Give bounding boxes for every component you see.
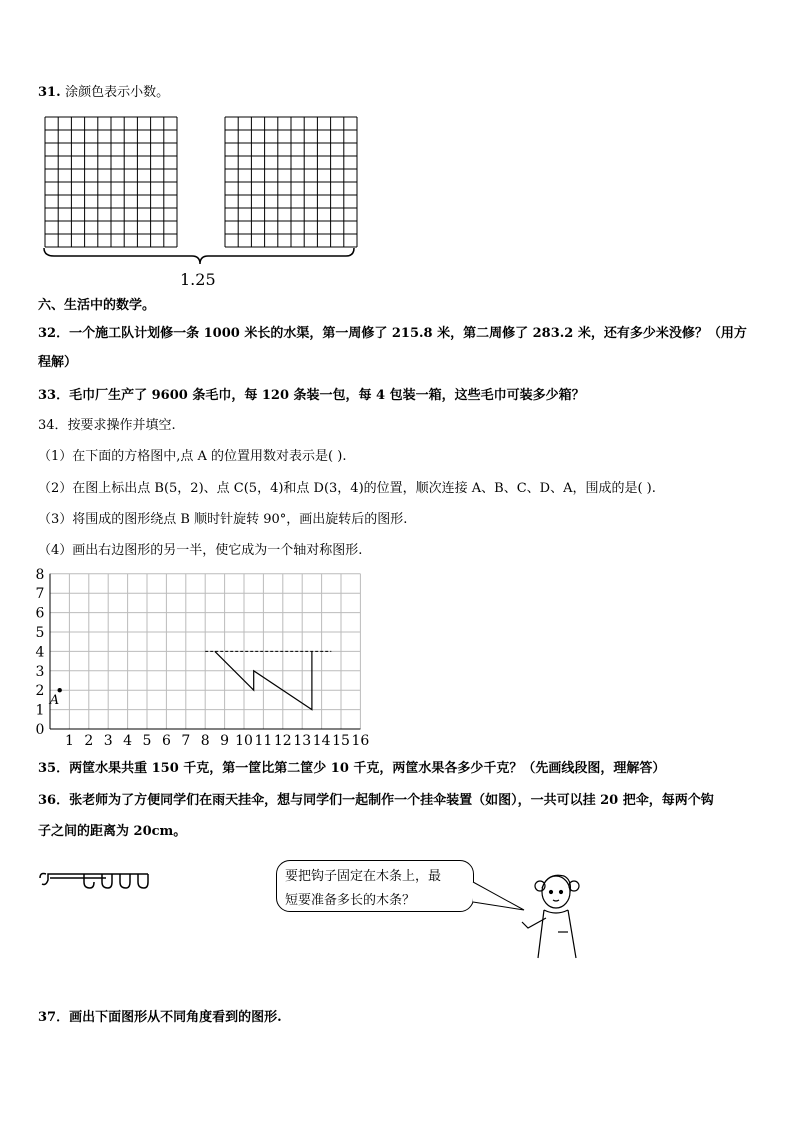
x-tick-label: 15 [332,733,350,748]
y-tick-label: 7 [35,586,45,603]
q32-line1: 32．一个施工队计划修一条 1000 米长的水渠，第一周修了 215.8 米，第二周修了 283.2 米，还有多少米没修？（用方 [38,326,747,341]
y-tick-label: 3 [35,663,45,680]
section6-heading: 六、生活中的数学。 [38,298,156,313]
speech-line-1: 要把钩子固定在木条上，最 [285,869,442,884]
q34-item-2: （2）在图上标出点 B(5，2)、点 C(5，4)和点 D(3，4)的位置，顺次连接 A、B、C、D、A，围成的是( ). [38,481,656,496]
x-tick-label: 14 [312,733,331,748]
x-tick-label: 4 [123,733,133,748]
hook-rail-icon [36,868,152,892]
x-tick-label: 11 [254,733,273,748]
q34-item-1: （1）在下面的方格图中,点 A 的位置用数对表示是( ). [38,449,347,464]
q31-text: 涂颜色表示小数。 [65,85,170,100]
x-tick-label: 1 [64,733,74,748]
q34-item-3: （3）将围成的图形绕点 B 顺时针旋转 90°，画出旋转后的图形. [38,512,408,527]
q36-line2: 子之间的距离为 20cm。 [38,824,187,839]
y-tick-label: 4 [35,644,45,661]
speech-line-2: 短要准备多长的木条？ [285,893,416,908]
brace-under-grids [40,246,360,266]
girl-illustration-icon [518,862,588,962]
x-tick-label: 9 [220,733,230,748]
x-tick-label: 2 [84,733,94,748]
q32-line2: 程解） [38,355,78,370]
x-tick-label: 16 [351,733,370,748]
x-tick-label: 3 [103,733,113,748]
point-a [58,688,62,692]
speech-bubble [276,860,474,912]
y-tick-label: 2 [35,683,45,700]
y-tick-label: 1 [35,702,45,719]
x-tick-label: 13 [293,733,312,748]
q36-line1: 36．张老师为了方便同学们在雨天挂伞，想与同学们一起制作一个挂伞装置（如图），一共可以挂 20 把伞，每两个钩 [38,793,714,808]
q35-text: 35．两筐水果共重 150 千克，第一筐比第二筐少 10 千克，两筐水果各多少千克？（先画线段图，理解答） [38,761,666,776]
point-a-label: A [49,693,60,709]
x-tick-label: 6 [161,733,171,748]
x-tick-label: 8 [200,733,210,748]
hundred-grid-right[interactable] [224,116,358,248]
q34-title: 34．按要求操作并填空. [38,418,176,433]
q31-number: 31. [38,85,61,100]
y-tick-label: 0 [35,722,45,738]
y-tick-label: 8 [35,566,45,583]
q31-value-label: 1.25 [180,270,216,289]
q37-text: 37．画出下面图形从不同角度看到的图形. [38,1010,282,1025]
q34-item-4: （4）画出右边图形的另一半，使它成为一个轴对称图形. [38,543,363,558]
y-tick-label: 6 [35,605,45,622]
hundred-grid-left[interactable] [44,116,178,248]
coordinate-grid-chart[interactable] [30,566,380,748]
x-tick-label: 12 [273,733,292,748]
x-tick-label: 7 [181,733,191,748]
y-tick-label: 5 [35,625,45,641]
x-tick-label: 5 [142,733,152,748]
q33-text: 33．毛巾厂生产了 9600 条毛巾，每 120 条装一包，每 4 包装一箱，这些毛巾可装多少箱？ [38,388,585,403]
x-tick-label: 10 [235,733,253,748]
